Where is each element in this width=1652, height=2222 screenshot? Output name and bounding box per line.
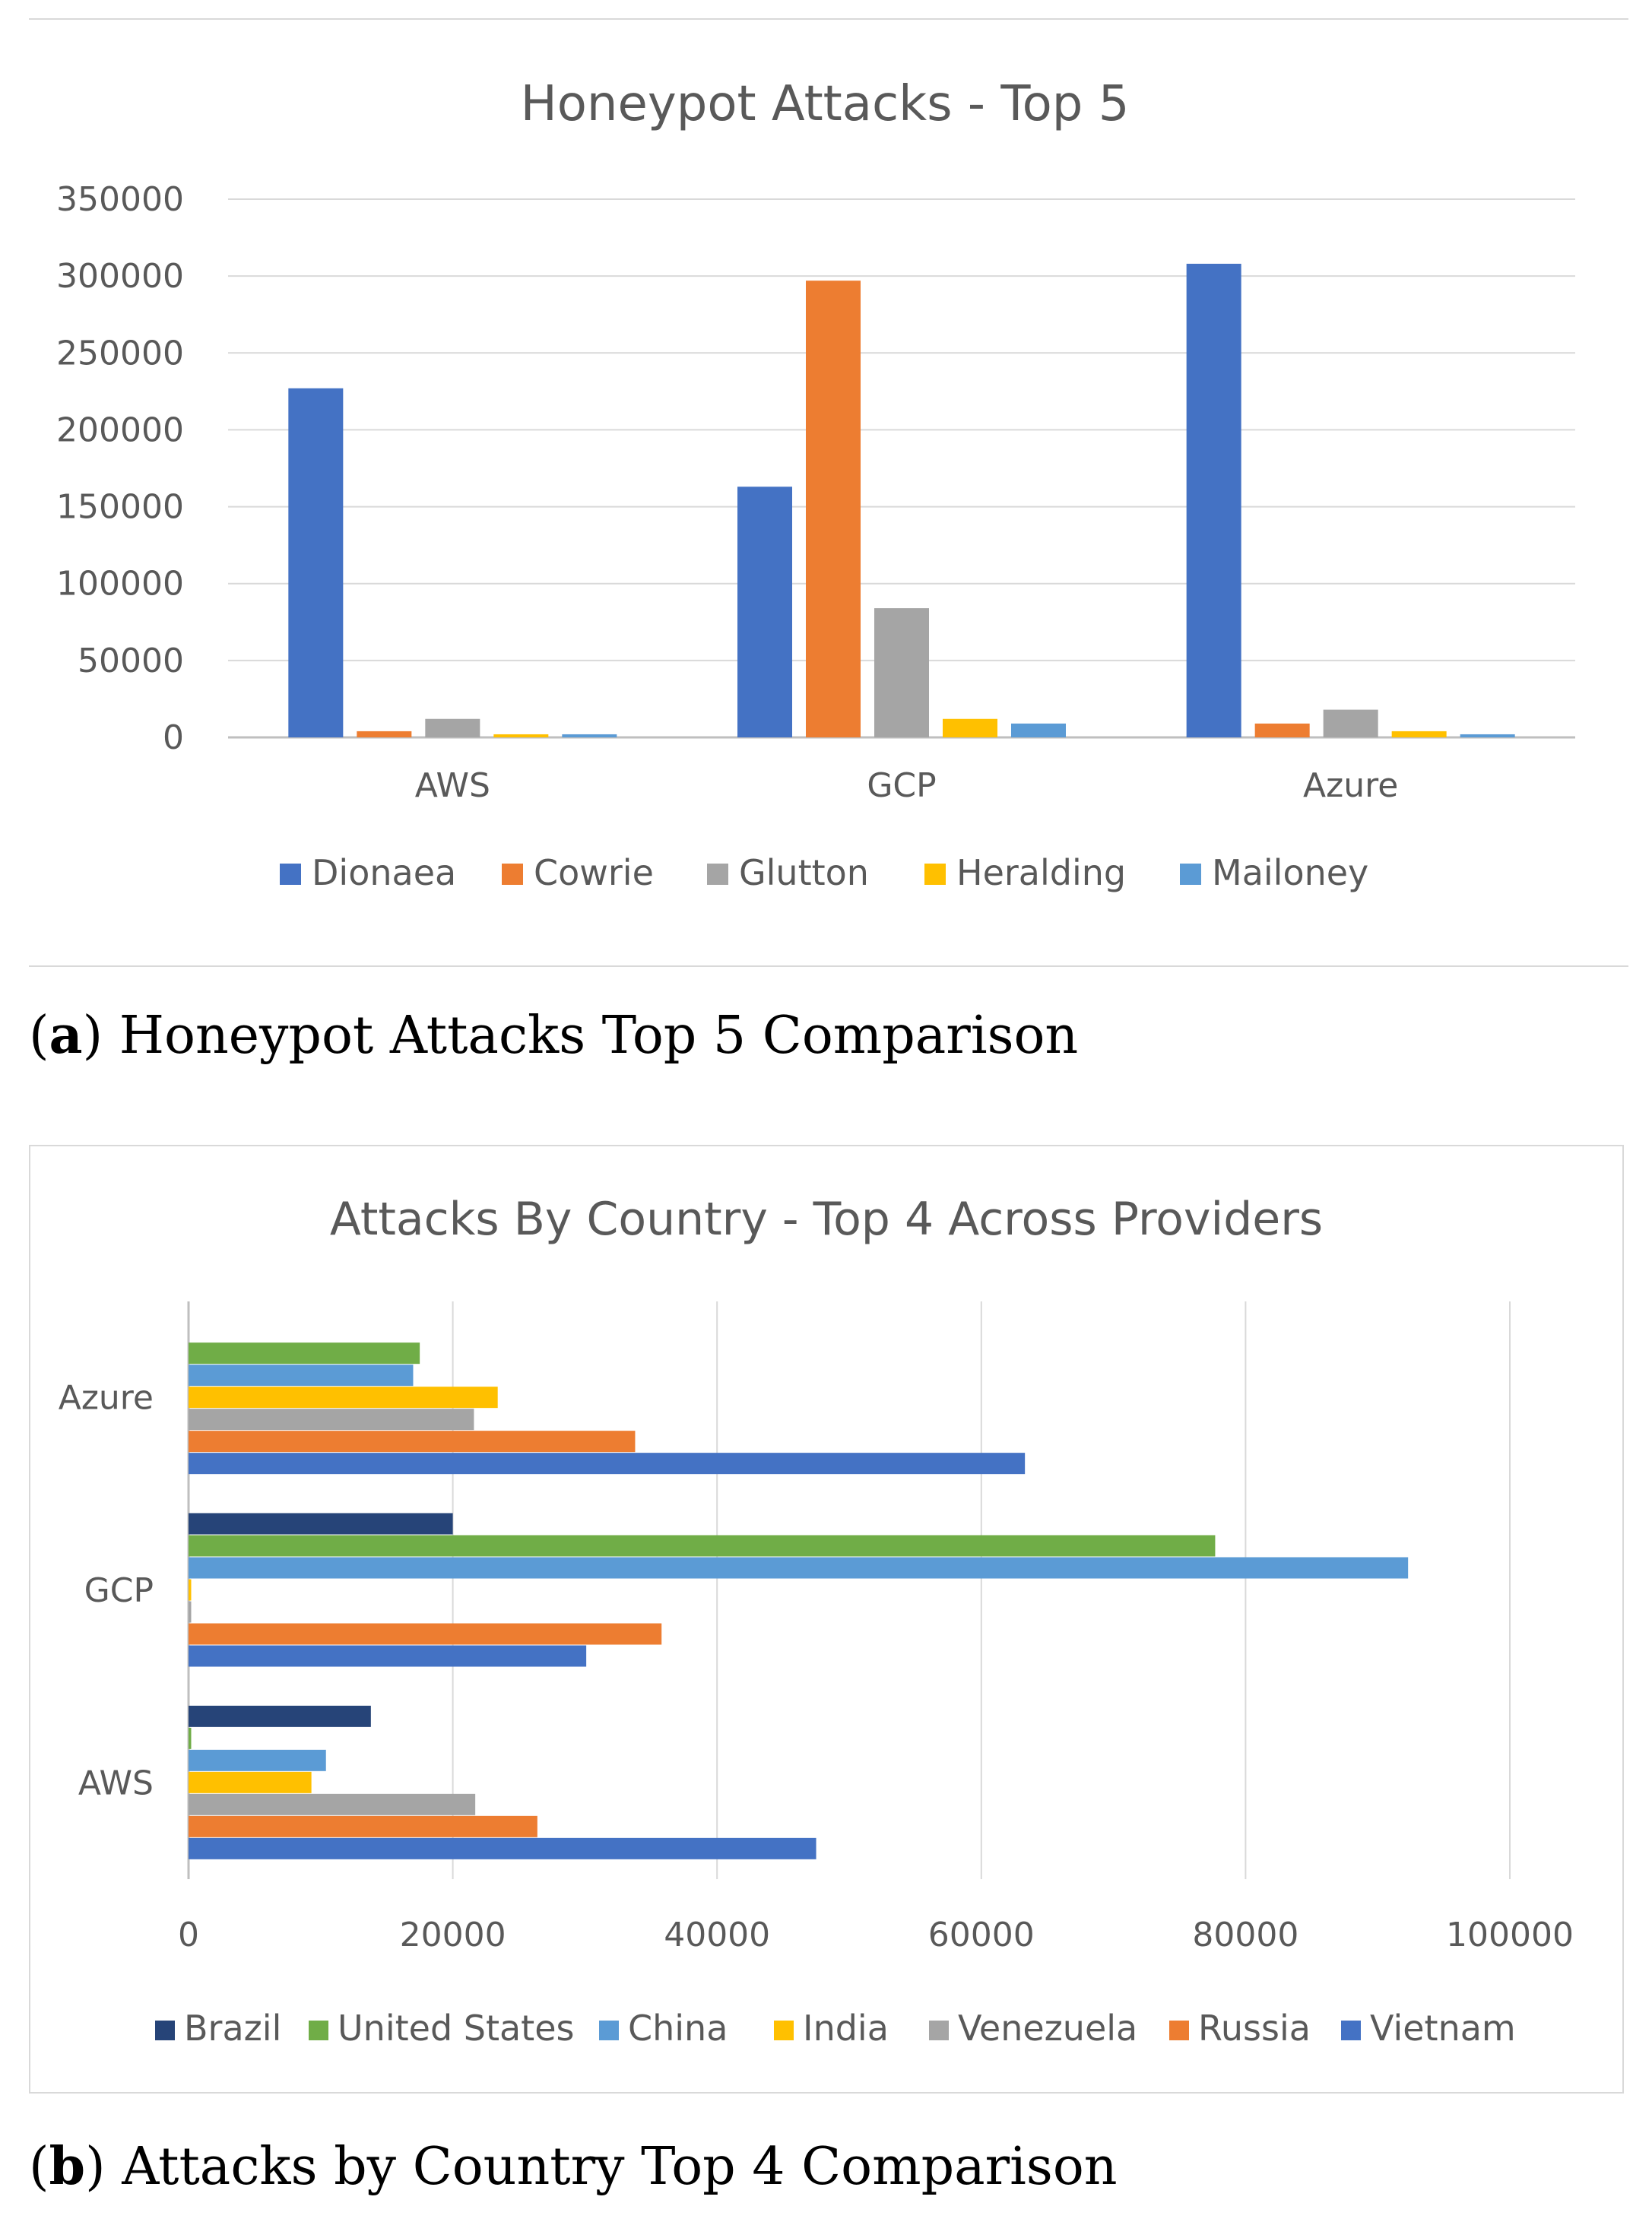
bar-india-azure [189,1387,498,1408]
bar-mailoney-aws [562,734,617,737]
y-tick-label: 200000 [56,410,184,450]
y-tick-label: Azure [58,1378,154,1418]
bar-india-aws [189,1772,312,1793]
caption-b-text: Attacks by Country Top 4 Comparison [105,2137,1118,2197]
bar-india-gcp [189,1580,191,1601]
bar-heralding-aws [493,734,548,737]
bar-glutton-gcp [874,608,929,737]
legend-label-heralding: Heralding [956,852,1127,893]
bar-russia-azure [189,1431,635,1452]
legend-label-india: India [803,2008,889,2049]
y-tick-label: 100000 [56,564,184,604]
caption-a-text: Honeypot Attacks Top 5 Comparison [103,1006,1079,1066]
x-tick-label: 60000 [927,1916,1035,1954]
legend-swatch-venezuela [929,2021,949,2040]
caption-b-label: b [49,2136,86,2197]
legend-swatch-vietnam [1341,2021,1361,2040]
bar-russia-aws [189,1816,537,1837]
bar-russia-gcp [189,1624,661,1645]
legend-swatch-heralding [924,864,946,885]
caption-a-label: a [49,1005,83,1066]
bar-china-aws [189,1750,326,1771]
x-tick-label: AWS [414,766,490,805]
legend-label-cowrie: Cowrie [534,852,654,893]
legend-label-brazil: Brazil [184,2008,282,2049]
bar-united-states-azure [189,1342,420,1364]
x-tick-label: 100000 [1446,1916,1574,1954]
chart-b-panel [29,1145,1624,2094]
bar-glutton-aws [425,719,480,737]
bar-mailoney-azure [1460,734,1515,737]
bar-venezuela-aws [189,1794,475,1815]
bar-vietnam-aws [189,1838,816,1859]
legend-swatch-cowrie [502,864,523,885]
legend-swatch-united-states [309,2021,328,2040]
honeypot-attacks-chart [29,20,1628,965]
y-tick-label: 50000 [78,641,184,680]
bar-united-states-aws [189,1728,191,1749]
y-tick-label: AWS [78,1764,154,1803]
caption-b: (b) Attacks by Country Top 4 Comparison [29,2136,1118,2197]
legend-label-russia: Russia [1198,2008,1311,2049]
bar-china-azure [189,1365,413,1386]
x-tick-label: 80000 [1192,1916,1299,1954]
x-tick-label: Azure [1303,766,1399,805]
chart-title: Attacks By Country - Top 4 Across Providers [329,1193,1324,1246]
legend-label-mailoney: Mailoney [1212,852,1369,893]
legend-label-glutton: Glutton [739,852,869,893]
chart-title: Honeypot Attacks - Top 5 [520,76,1130,132]
x-tick-label: 20000 [399,1916,506,1954]
bar-glutton-azure [1324,710,1378,737]
bar-cowrie-aws [357,731,411,737]
y-tick-label: GCP [84,1571,154,1610]
legend-label-vietnam: Vietnam [1370,2008,1516,2049]
bar-venezuela-azure [189,1409,474,1430]
y-tick-label: 150000 [56,487,184,527]
x-tick-label: 0 [178,1916,199,1954]
bar-cowrie-azure [1255,724,1310,737]
bar-united-states-gcp [189,1536,1215,1557]
x-tick-label: GCP [867,766,937,805]
bar-dionaea-azure [1187,264,1241,737]
bar-mailoney-gcp [1011,724,1066,737]
bar-dionaea-gcp [737,487,792,737]
bar-brazil-aws [189,1706,371,1727]
chart-a-panel [29,18,1628,967]
legend-swatch-china [599,2021,619,2040]
attacks-by-country-chart [30,1146,1622,2092]
y-tick-label: 250000 [56,334,184,373]
bar-china-gcp [189,1558,1408,1579]
caption-a: (a) Honeypot Attacks Top 5 Comparison [29,1005,1079,1066]
legend-swatch-glutton [707,864,728,885]
bar-dionaea-aws [288,388,343,737]
y-tick-label: 350000 [56,180,184,219]
bar-venezuela-gcp [189,1602,191,1623]
bar-heralding-gcp [943,719,997,737]
bar-vietnam-gcp [189,1646,586,1667]
legend-label-venezuela: Venezuela [958,2008,1138,2049]
bar-cowrie-gcp [806,281,861,737]
legend-swatch-brazil [155,2021,175,2040]
bar-brazil-gcp [189,1514,453,1535]
legend-swatch-dionaea [280,864,301,885]
legend-label-united-states: United States [338,2008,575,2049]
y-tick-label: 300000 [56,257,184,296]
legend-swatch-india [774,2021,794,2040]
y-tick-label: 0 [163,718,184,757]
legend-label-china: China [628,2008,728,2049]
bar-vietnam-azure [189,1453,1025,1474]
legend-swatch-russia [1169,2021,1189,2040]
legend-label-dionaea: Dionaea [312,852,457,893]
x-tick-label: 40000 [664,1916,771,1954]
legend-swatch-mailoney [1180,864,1201,885]
bar-heralding-azure [1392,731,1447,737]
